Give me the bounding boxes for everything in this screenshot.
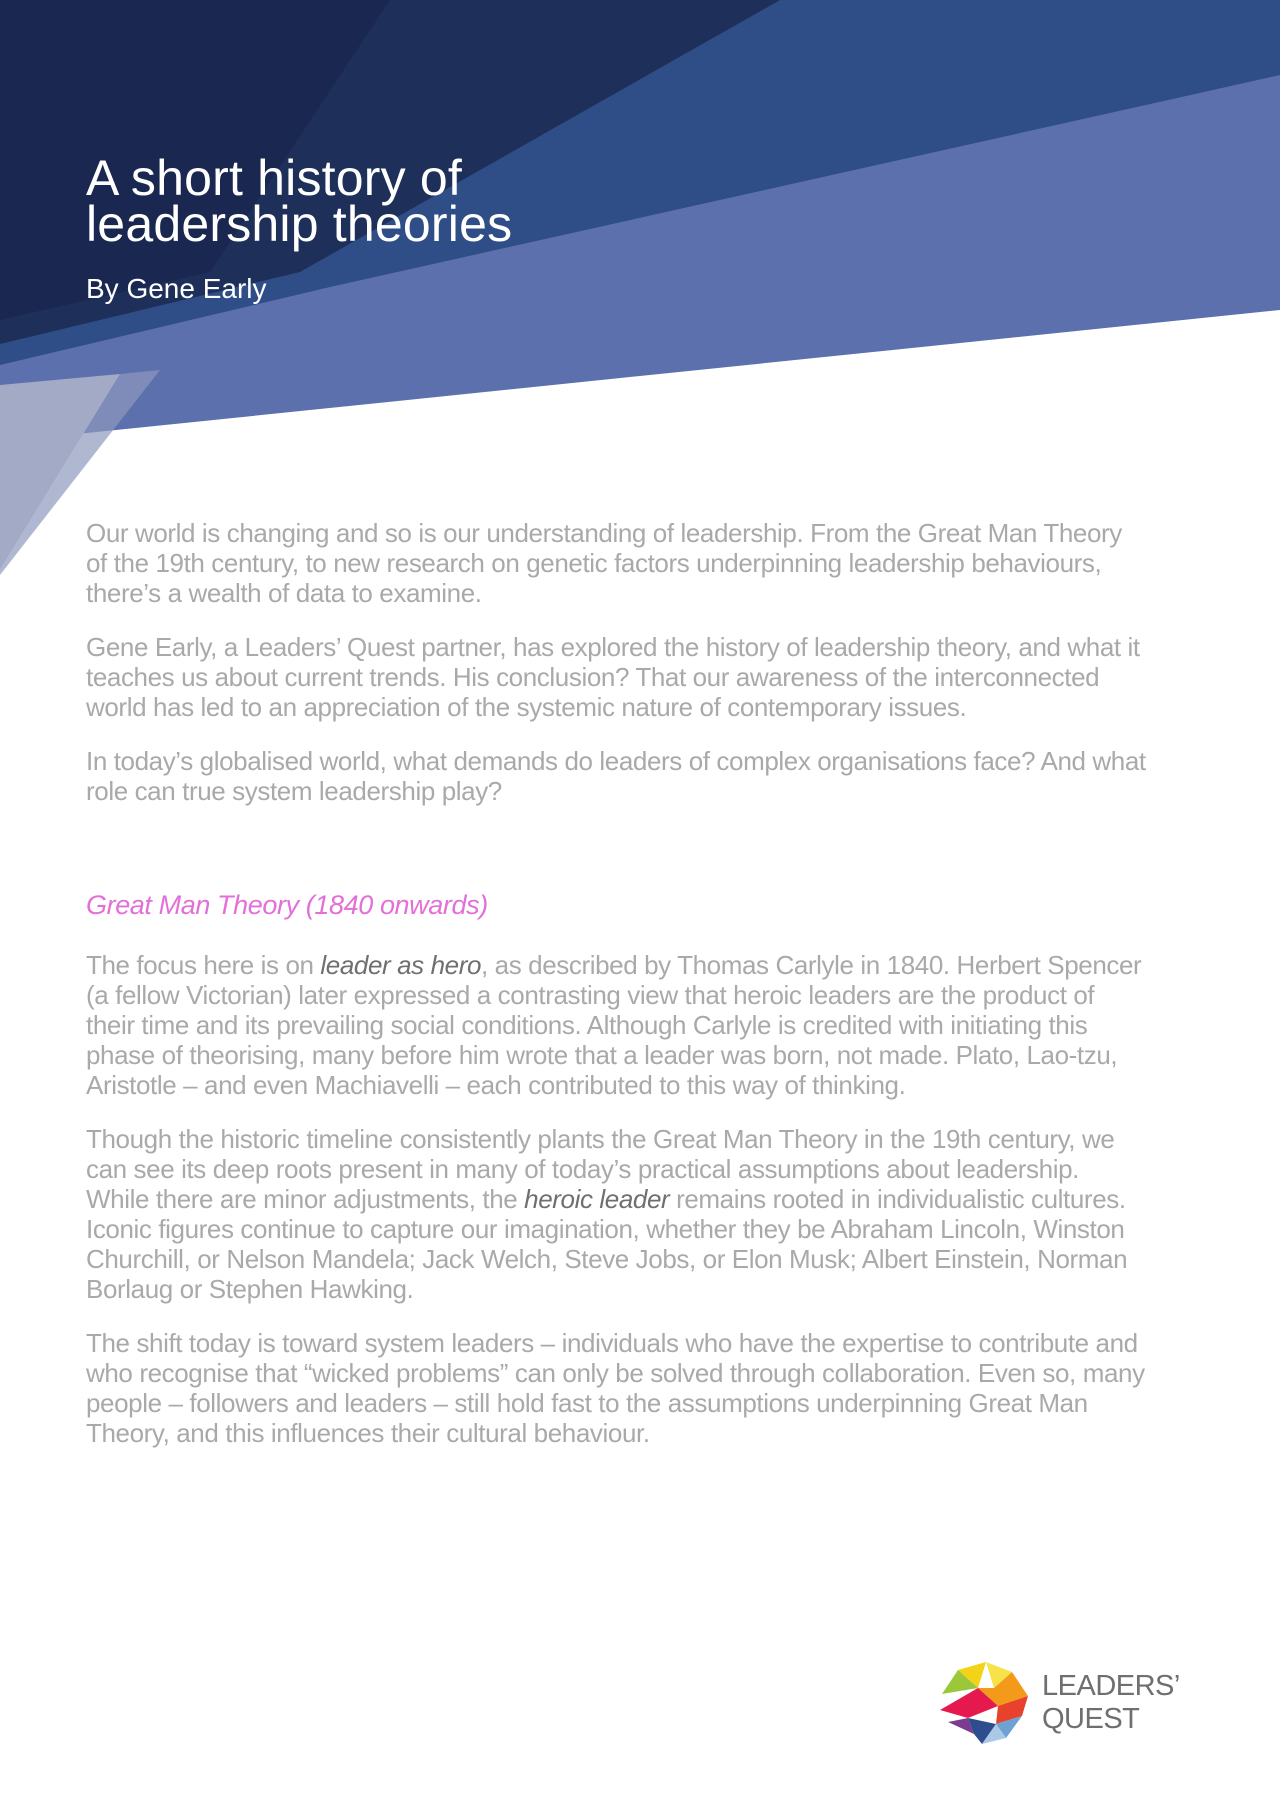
text-run: Though the historic timeline consistently plants the Great Man Theory in the 19th century, we can see its deep roots present in many of today’s practical assumptions about leadership. While there are minor adjustments, the xyxy=(86,1124,1115,1214)
intro-paragraph-3: In today’s globalised world, what demands do leaders of complex organisations face? And what role can true system leadership play? xyxy=(86,746,1146,806)
intro-paragraph-2: Gene Early, a Leaders’ Quest partner, has explored the history of leadership theory, and what it teaches us about current trends. His conclusion? That our awareness of the interconnected world has led to an appreciation of the systemic nature of contemporary issues. xyxy=(86,632,1140,722)
title-block xyxy=(86,150,513,305)
text-run: , as described by Thomas Carlyle in 1840. Herbert Spencer (a fellow Victorian) later expressed a contrasting view that heroic leaders are the product of their time and its prevailing social conditions. Although Carlyle is credited with initiating this phase of theorising, many before him wrote that a leader was born, not made. Plato, Lao-tzu, Aristotle – and even Machiavelli – each contributed to this way of thinking. xyxy=(86,950,1142,1100)
section-paragraph-3: The shift today is toward system leaders – individuals who have the expertise to contribute and who recognise that “wicked problems” can only be solved through collaboration. Even so, many people – followers and leaders – still hold fast to the assumptions underpinning Great Man Theory, and this influences their cultural behaviour. xyxy=(86,1328,1145,1448)
logo-wordmark xyxy=(1042,1670,1180,1736)
emphasis-heroic-leader: heroic leader xyxy=(524,1184,670,1214)
byline: By Gene Early xyxy=(86,273,267,304)
leaders-quest-logo-icon xyxy=(938,1658,1034,1746)
intro-paragraph-1: Our world is changing and so is our understanding of leadership. From the Great Man Theory of the 19th century, to new research on genetic factors underpinning leadership behaviours, there’s a wealth of data to examine. xyxy=(86,518,1122,608)
section-heading: Great Man Theory (1840 onwards) xyxy=(86,890,488,920)
text-run: The focus here is on xyxy=(86,950,321,980)
logo-line-1: LEADERS’ xyxy=(1042,1670,1180,1702)
page-title-line-2: leadership theories xyxy=(86,196,513,252)
page-title-line-1: A short history of xyxy=(86,150,462,206)
article-body xyxy=(86,518,1146,1472)
emphasis-leader-as-hero: leader as hero xyxy=(320,950,482,980)
logo-line-2: QUEST xyxy=(1042,1703,1140,1735)
section-paragraph-1 xyxy=(86,950,1146,1100)
text-run: remains rooted in individualistic cultures. Iconic figures continue to capture our imagination, whether they be Abraham Lincoln, Winston Churchill, or Nelson Mandela; Jack Welch, Steve Jobs, or Elon Musk; Albert Einstein, Norman Borlaug or Stephen Hawking. xyxy=(86,1184,1128,1304)
section-paragraph-2 xyxy=(86,1124,1146,1304)
